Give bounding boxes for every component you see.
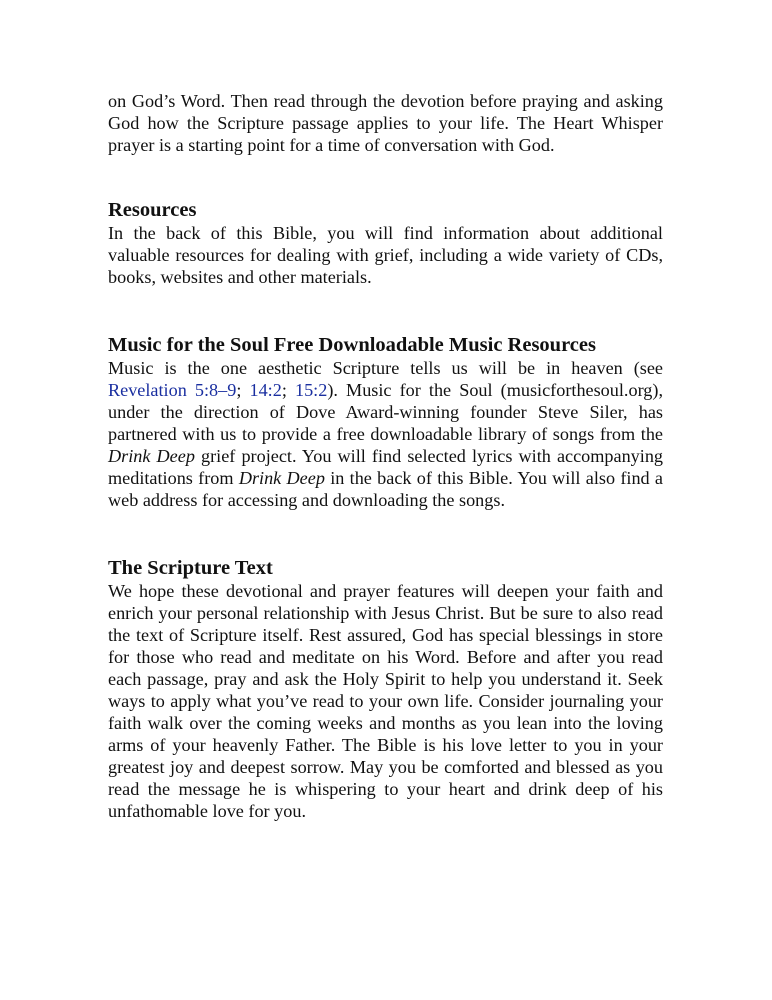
music-text-part4: in the back of this Bible. You will also find a web address for accessing and downloading the songs. — [108, 468, 664, 510]
music-text-part1: Music is the one aesthetic Scripture tells us will be in heaven (see — [108, 358, 663, 378]
document-page — [108, 90, 663, 822]
reference-separator: ; — [281, 380, 295, 400]
scripture-reference-link[interactable]: 15:2 — [294, 380, 328, 400]
intro-paragraph: on God’s Word. Then read through the devotion before praying and asking God how the Scripture passage applies to your life. The Heart Whisper prayer is a starting point for a time of conversation with God. — [108, 91, 663, 155]
music-section — [108, 333, 663, 511]
scripture-reference-link[interactable]: 14:2 — [249, 380, 282, 400]
resources-paragraph: In the back of this Bible, you will find information about additional valuable resources for dealing with grief, including a wide variety of CDs, books, websites and other materials. — [108, 223, 663, 287]
music-text-part2: ). Music for the Soul (musicforthesoul.org), under the direction of Dove Award-winning founder Steve Siler, has partnered with us to provide a free downloadable library of songs from the — [108, 380, 663, 444]
book-title-italic: Drink Deep — [238, 468, 325, 488]
music-text-part3: grief project. You will find selected lyrics with accompanying meditations from — [108, 446, 664, 488]
scripture-heading: The Scripture Text — [108, 557, 273, 579]
resources-section — [108, 198, 663, 288]
section-spacer — [108, 288, 663, 333]
scripture-paragraph: We hope these devotional and prayer features will deepen your faith and enrich your personal relationship with Jesus Christ. But be sure to also read the text of Scripture itself. Rest assured, God has special blessings in store for those who read and meditate on his Word. Before and after you read each passage, pray and ask the Holy Spirit to help you understand it. Seek ways to apply what you’ve read to your own life. Consider journaling your faith walk over the coming weeks and months as you lean into the loving arms of your heavenly Father. The Bible is his love letter to you in your greatest joy and deepest sorrow. May you be comforted and blessed as you read the message he is whispering to your heart and drink deep of his unfathomable love for you. — [108, 581, 663, 821]
music-heading: Music for the Soul Free Downloadable Music Resources — [108, 334, 596, 356]
reference-separator: ; — [236, 380, 250, 400]
book-title-italic: Drink Deep — [108, 446, 195, 466]
section-spacer — [108, 511, 663, 556]
section-spacer — [108, 156, 663, 198]
scripture-section — [108, 556, 663, 822]
music-paragraph — [108, 357, 663, 511]
resources-heading: Resources — [108, 199, 197, 221]
scripture-reference-link[interactable]: Revelation 5:8–9 — [108, 380, 237, 400]
